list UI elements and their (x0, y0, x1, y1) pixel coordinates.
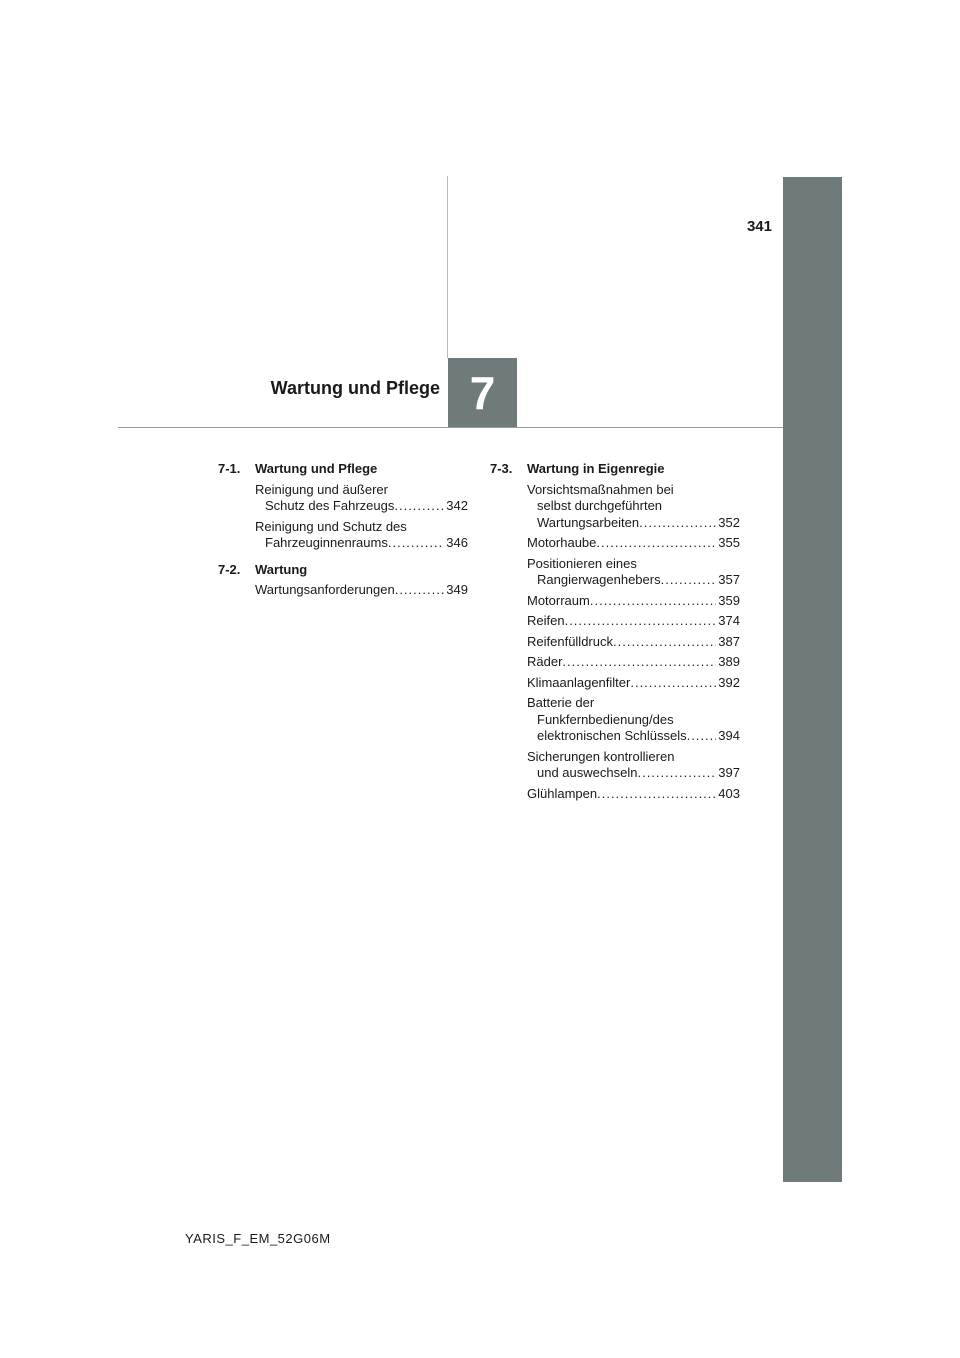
toc-section-title: Wartung (255, 561, 308, 577)
toc-entry-line: Vorsichtsmaßnahmen bei (527, 481, 674, 497)
toc-entry[interactable] (527, 556, 740, 589)
toc-entry[interactable] (527, 613, 740, 630)
toc-entry-leader-line (527, 572, 740, 589)
toc-entry-leader-line (527, 654, 740, 671)
toc-entry-leader-line (255, 498, 468, 515)
dot-leader (687, 728, 717, 745)
toc-page-number: 352 (718, 514, 740, 530)
chapter-number: 7 (469, 366, 496, 419)
toc-page-number: 357 (718, 572, 740, 587)
toc-section-number: 7-1. (218, 461, 241, 476)
toc-entry[interactable] (527, 675, 740, 692)
dot-leader (597, 786, 716, 803)
toc-entry[interactable] (255, 482, 468, 515)
toc-section-heading (218, 461, 468, 478)
toc-page-number: 359 (718, 592, 740, 608)
dot-leader (562, 654, 716, 671)
toc-entry-text: Fahrzeuginnenraums (265, 535, 388, 550)
toc-page-number: 374 (718, 613, 740, 628)
dot-leader (637, 765, 716, 782)
dot-leader (565, 613, 717, 630)
toc-entry[interactable] (255, 519, 468, 552)
toc-entry-text: Klimaanlagenfilter (527, 674, 631, 690)
dot-leader (394, 498, 444, 515)
side-chapter-tab (783, 177, 842, 1182)
toc-section-title: Wartung und Pflege (255, 461, 378, 476)
header-vertical-divider (447, 176, 448, 358)
toc-page-number: 349 (446, 582, 468, 597)
toc-page-number: 346 (446, 535, 468, 550)
chapter-number-box (448, 358, 517, 427)
header-horizontal-divider (118, 427, 783, 428)
toc-page-number: 403 (718, 785, 740, 801)
toc-entry-leader-line (255, 535, 468, 552)
toc-page-number: 392 (718, 674, 740, 690)
toc-entry[interactable] (527, 634, 740, 651)
toc-entry-text: Wartungsanforderungen (255, 582, 395, 597)
toc-entry-line: Funkfernbedienung/des (537, 711, 674, 727)
toc-entry[interactable] (527, 786, 740, 803)
toc-entry-leader-line (527, 675, 740, 692)
toc-page-number: 389 (718, 654, 740, 669)
toc-page-number: 397 (718, 765, 740, 780)
toc-entry-leader-line (527, 786, 740, 803)
toc-entry-line: Reinigung und äußerer (255, 481, 388, 497)
toc-column-left (218, 461, 468, 603)
toc-entry-line: Reinigung und Schutz des (255, 518, 407, 534)
page-number: 341 (746, 218, 772, 235)
dot-leader (639, 515, 716, 532)
toc-section-number: 7-2. (218, 561, 241, 577)
toc-entry-text: Reifen (527, 613, 565, 628)
dot-leader (395, 582, 445, 599)
toc-entry-text: Räder (527, 654, 563, 669)
toc-entry[interactable] (527, 749, 740, 782)
toc-page-number: 394 (718, 728, 740, 743)
toc-entry-line: selbst durchgeführten (537, 498, 663, 513)
dot-leader (613, 634, 716, 651)
toc-entry[interactable] (527, 593, 740, 610)
toc-entry-leader-line (255, 582, 468, 599)
toc-section-heading (490, 461, 740, 478)
toc-section-number: 7-3. (490, 461, 513, 476)
toc-section-heading (218, 562, 468, 579)
toc-entry-text: Glühlampen (527, 785, 598, 801)
dot-leader (661, 572, 717, 589)
toc-entry-line: Positionieren eines (527, 555, 637, 571)
toc-entry-text: und auswechseln (537, 765, 638, 780)
toc-column-right (490, 461, 740, 806)
chapter-title: Wartung und Pflege (270, 378, 440, 398)
toc-entry-text: elektronischen Schlüssels (537, 728, 687, 743)
toc-entry-leader-line (527, 593, 740, 610)
toc-entry[interactable] (527, 654, 740, 671)
toc-page-number: 387 (718, 633, 740, 649)
toc-entry-leader-line (527, 535, 740, 552)
toc-entry[interactable] (527, 695, 740, 745)
toc-entry-text: Wartungsarbeiten (537, 514, 640, 530)
toc-entry-text: Schutz des Fahrzeugs (265, 498, 395, 513)
toc-entry-text: Reifenfülldruck (527, 633, 613, 649)
toc-entry-text: Motorhaube (527, 535, 597, 550)
toc-entry-text: Rangierwagenhebers (537, 572, 661, 587)
toc-entry[interactable] (255, 582, 468, 599)
toc-section-title: Wartung in Eigenregie (527, 461, 665, 476)
dot-leader (630, 675, 716, 692)
toc-entry-line: Sicherungen kontrollieren (527, 748, 675, 764)
toc-entry-leader-line (527, 765, 740, 782)
toc-entry-text: Motorraum (527, 592, 590, 608)
toc-entry-line: Batterie der (527, 695, 595, 710)
toc-entry-leader-line (527, 613, 740, 630)
toc-entry-leader-line (527, 728, 740, 745)
toc-entry-leader-line (527, 515, 740, 532)
dot-leader (596, 535, 716, 552)
toc-entry-leader-line (527, 634, 740, 651)
toc-entry[interactable] (527, 482, 740, 532)
toc-page-number: 342 (446, 498, 468, 513)
dot-leader (388, 535, 444, 552)
toc-page-number: 355 (718, 535, 740, 550)
dot-leader (590, 593, 716, 610)
document-code: YARIS_F_EM_52G06M (185, 1231, 331, 1246)
toc-entry[interactable] (527, 535, 740, 552)
